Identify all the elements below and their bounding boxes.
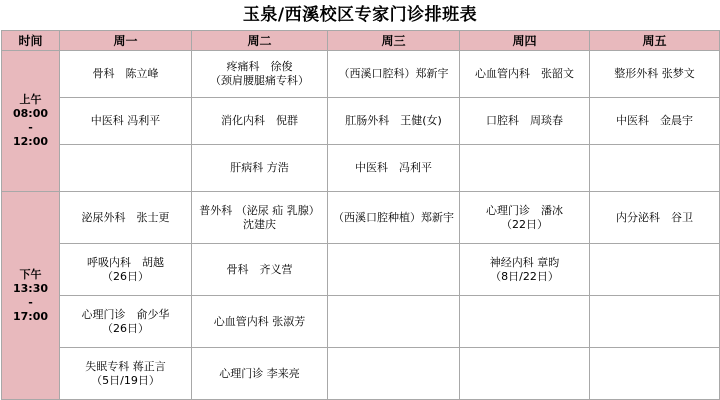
- schedule-cell-morning-wednesday: 中医科 冯利平: [328, 145, 460, 192]
- header-row: [2, 31, 720, 51]
- schedule-cell-morning-friday: 中医科 金晨宇: [590, 98, 720, 145]
- schedule-cell-afternoon-tuesday: 心血管内科 张淑芳: [192, 296, 328, 348]
- schedule-cell-morning-tuesday: 疼痛科 徐俊 （颈肩腰腿痛专科）: [192, 51, 328, 98]
- schedule-cell-morning-wednesday: 肛肠外科 王健(女): [328, 98, 460, 145]
- schedule-cell-morning-monday: [60, 145, 192, 192]
- afternoon-row: [2, 192, 720, 244]
- header-monday: 周一: [60, 31, 192, 51]
- schedule-cell-afternoon-wednesday: [328, 348, 460, 400]
- schedule-cell-afternoon-monday: 泌尿外科 张士更: [60, 192, 192, 244]
- schedule-cell-afternoon-friday: [590, 348, 720, 400]
- schedule-cell-morning-monday: 骨科 陈立峰: [60, 51, 192, 98]
- schedule-cell-morning-friday: [590, 145, 720, 192]
- schedule-cell-afternoon-wednesday: [328, 296, 460, 348]
- schedule-cell-afternoon-thursday: 神经内科 章昀 （8日/22日）: [460, 244, 590, 296]
- schedule-cell-afternoon-monday: 心理门诊 俞少华 （26日）: [60, 296, 192, 348]
- schedule-cell-morning-thursday: 口腔科 周琰春: [460, 98, 590, 145]
- header-thursday: 周四: [460, 31, 590, 51]
- schedule-cell-morning-wednesday: （西溪口腔科）郑新宇: [328, 51, 460, 98]
- schedule-cell-afternoon-thursday: [460, 348, 590, 400]
- schedule-cell-afternoon-tuesday: 骨科 齐义营: [192, 244, 328, 296]
- schedule-cell-afternoon-wednesday: [328, 244, 460, 296]
- morning-row: [2, 145, 720, 192]
- schedule-cell-afternoon-thursday: [460, 296, 590, 348]
- header-wednesday: 周三: [328, 31, 460, 51]
- schedule-cell-afternoon-wednesday: （西溪口腔种植）郑新宇: [328, 192, 460, 244]
- afternoon-time-label: 下午 13:30 - 17:00: [2, 192, 60, 400]
- schedule-cell-morning-monday: 中医科 冯利平: [60, 98, 192, 145]
- afternoon-row: [2, 296, 720, 348]
- afternoon-row: [2, 348, 720, 400]
- schedule-cell-afternoon-friday: 内分泌科 谷卫: [590, 192, 720, 244]
- schedule-cell-morning-friday: 整形外科 张梦文: [590, 51, 720, 98]
- morning-row: [2, 98, 720, 145]
- schedule-cell-afternoon-monday: 呼吸内科 胡越 （26日）: [60, 244, 192, 296]
- schedule-table: [1, 30, 720, 400]
- header-tuesday: 周二: [192, 31, 328, 51]
- schedule-cell-afternoon-monday: 失眠专科 蒋正言 （5日/19日）: [60, 348, 192, 400]
- schedule-cell-morning-tuesday: 肝病科 方浩: [192, 145, 328, 192]
- header-time: 时间: [2, 31, 60, 51]
- header-friday: 周五: [590, 31, 720, 51]
- morning-row: [2, 51, 720, 98]
- schedule-cell-morning-thursday: [460, 145, 590, 192]
- schedule-cell-afternoon-thursday: 心理门诊 潘冰 （22日）: [460, 192, 590, 244]
- schedule-cell-morning-thursday: 心血管内科 张韶文: [460, 51, 590, 98]
- schedule-cell-afternoon-friday: [590, 244, 720, 296]
- afternoon-row: [2, 244, 720, 296]
- schedule-cell-afternoon-friday: [590, 296, 720, 348]
- schedule-cell-afternoon-tuesday: 心理门诊 李来亮: [192, 348, 328, 400]
- schedule-cell-morning-tuesday: 消化内科 倪群: [192, 98, 328, 145]
- schedule-cell-afternoon-tuesday: 普外科 （泌尿 疝 乳腺） 沈建庆: [192, 192, 328, 244]
- morning-time-label: 上午 08:00 - 12:00: [2, 51, 60, 192]
- page-title: 玉泉/西溪校区专家门诊排班表: [242, 5, 478, 25]
